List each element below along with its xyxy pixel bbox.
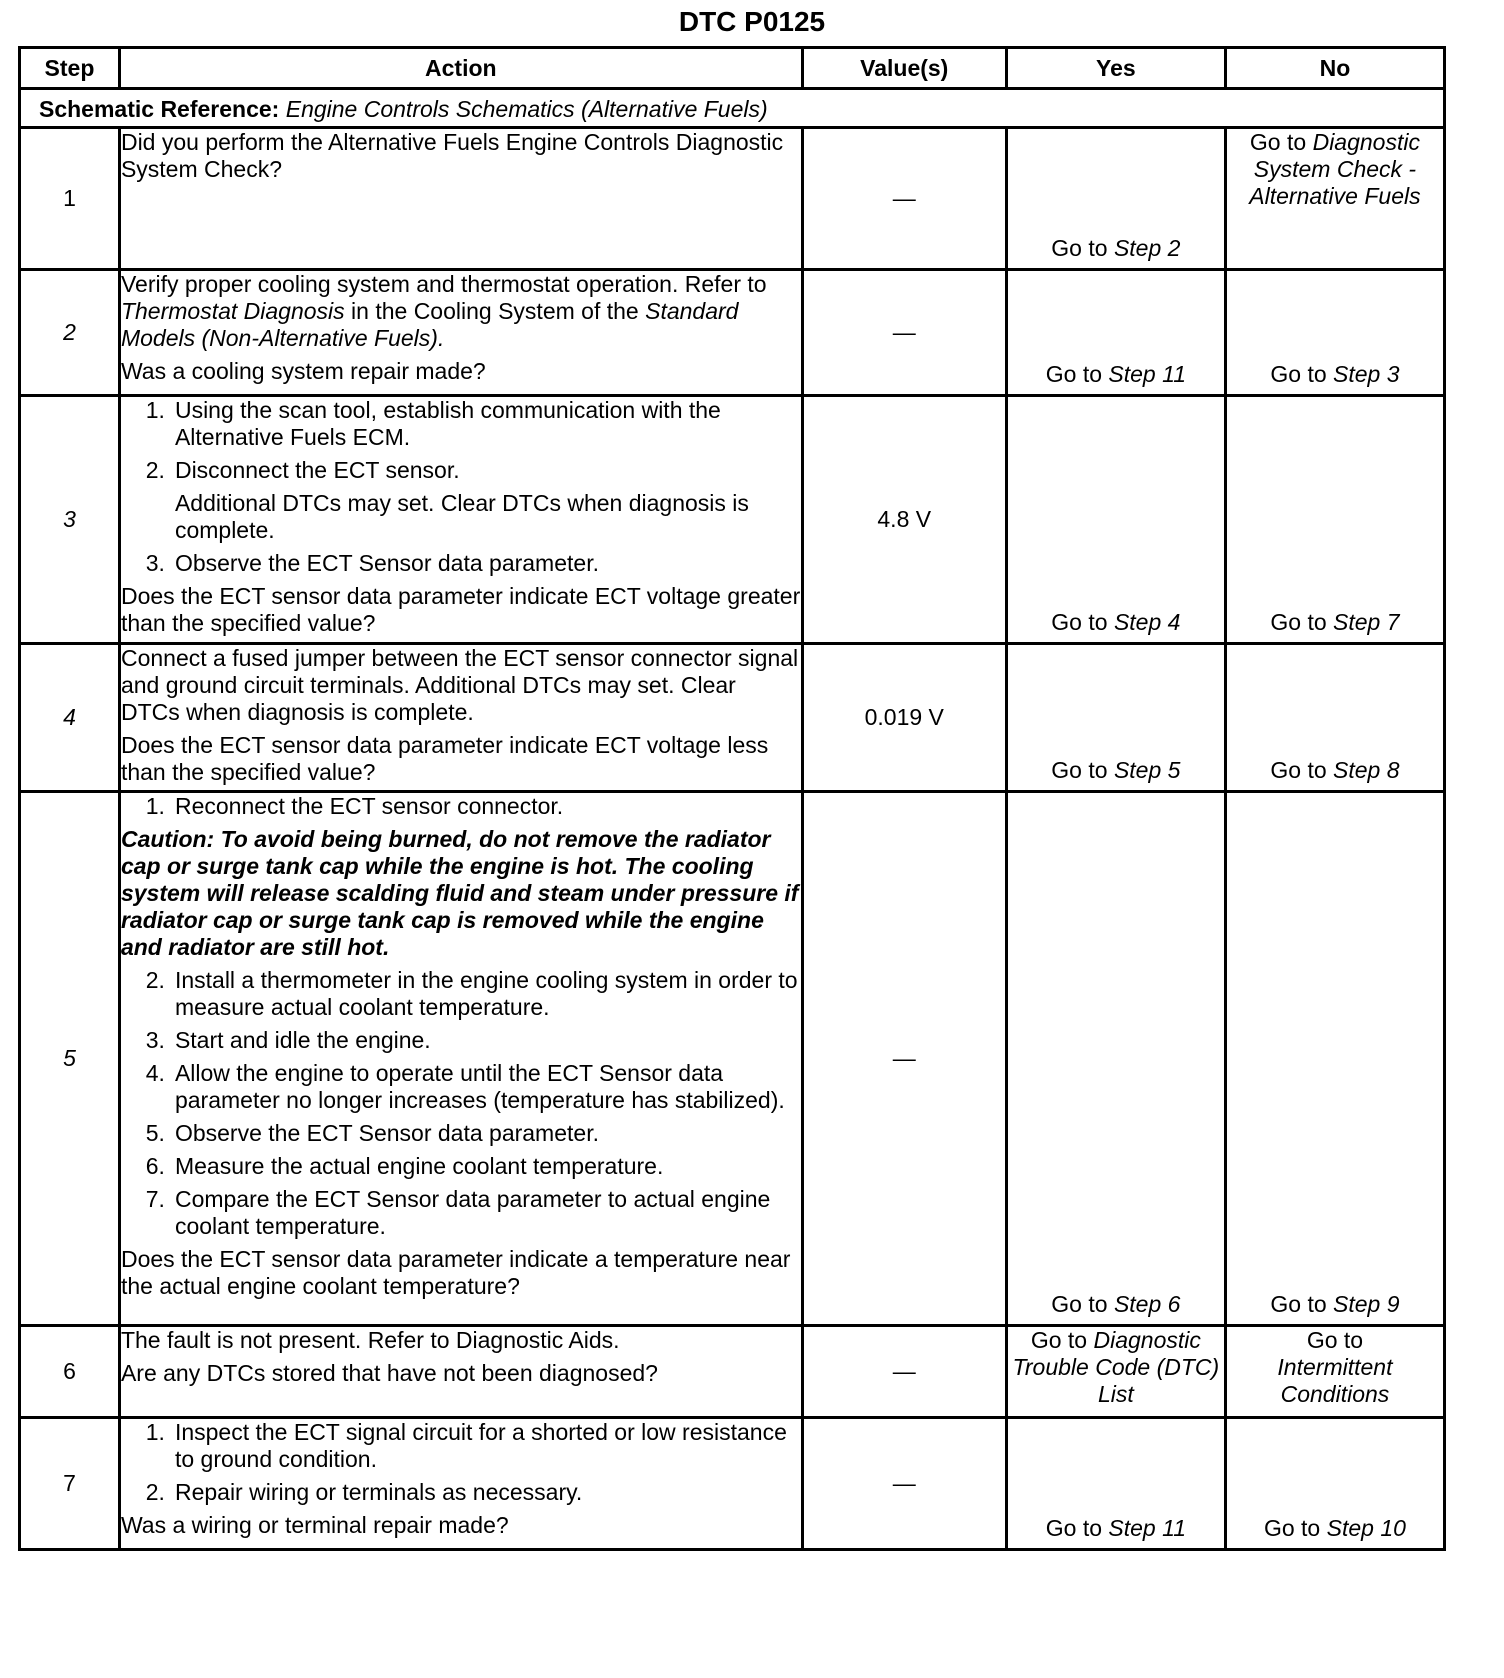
go-to-label: Go to <box>1045 1515 1103 1541</box>
list-item: 1. Using the scan tool, establish communication with the Alternative Fuels ECM. <box>145 397 721 450</box>
go-to-label: Go to <box>1051 1291 1108 1317</box>
value-cell: — <box>802 1418 1006 1550</box>
table-row <box>20 128 1445 270</box>
header-no: No <box>1225 48 1444 89</box>
go-to-label: Go to <box>1270 609 1327 635</box>
no-link[interactable]: Step 10 <box>1326 1515 1406 1541</box>
schematic-label: Schematic Reference: <box>39 96 280 122</box>
go-to-label: Go to <box>1306 1327 1364 1353</box>
no-link[interactable]: Step 7 <box>1333 609 1400 635</box>
list-item: 2. Disconnect the ECT sensor. <box>145 457 460 483</box>
yes-link[interactable]: Step 6 <box>1113 1291 1181 1317</box>
header-row <box>20 48 1445 89</box>
question-text: Was a cooling system repair made? <box>120 358 486 384</box>
no-cell[interactable] <box>1225 1326 1444 1418</box>
action-text-part: Verify proper cooling system and thermostat operation. Refer to <box>120 271 767 297</box>
list-item: 1. Reconnect the ECT sensor connector. <box>145 793 564 819</box>
go-to-label: Go to <box>1045 361 1103 387</box>
no-cell[interactable] <box>1225 128 1444 270</box>
question-text: Does the ECT sensor data parameter indicate ECT voltage less than the specified value? <box>120 732 769 785</box>
action-cell <box>119 396 802 644</box>
caution-text: Caution: To avoid being burned, do not remove the radiator cap or surge tank cap while the engine is hot. The cooling system will release scalding fluid and steam under pressure if radiator cap or surge tank cap is removed while the engine and radiator are still hot. <box>120 826 799 960</box>
action-cell <box>119 792 802 1326</box>
no-cell[interactable] <box>1225 270 1444 396</box>
action-text: Did you perform the Alternative Fuels Engine Controls Diagnostic System Check? <box>120 129 784 182</box>
go-to-label: Go to <box>1263 1515 1321 1541</box>
go-to-label: Go to <box>1030 1327 1088 1353</box>
list-item: 4. Allow the engine to operate until the ECT Sensor data parameter no longer increases (temperature has stabilized). <box>145 1060 785 1113</box>
table-row <box>20 396 1445 644</box>
action-list <box>121 967 801 1240</box>
list-item: 3. Observe the ECT Sensor data parameter. <box>145 550 599 576</box>
go-to-label: Go to <box>1270 757 1327 783</box>
yes-cell[interactable] <box>1006 644 1225 792</box>
action-cell <box>119 128 802 270</box>
yes-cell[interactable] <box>1006 1326 1225 1418</box>
table-row <box>20 1326 1445 1418</box>
list-item: 2. Install a thermometer in the engine cooling system in order to measure actual coolant temperature. <box>145 967 798 1020</box>
step-number: 2 <box>20 270 120 396</box>
no-link[interactable]: Diagnostic System Check - Alternative Fuels <box>1249 129 1421 209</box>
table-row <box>20 1418 1445 1550</box>
no-cell[interactable] <box>1225 644 1444 792</box>
note-text: Additional DTCs may set. Clear DTCs when diagnosis is complete. <box>174 490 749 543</box>
value-cell: — <box>802 1326 1006 1418</box>
step-number: 5 <box>20 792 120 1326</box>
go-to-label: Go to <box>1270 1291 1327 1317</box>
action-text: The fault is not present. Refer to Diagnostic Aids. <box>120 1327 620 1353</box>
action-cell <box>119 1326 802 1418</box>
go-to-label: Go to <box>1051 609 1108 635</box>
yes-link[interactable]: Step 11 <box>1108 361 1186 387</box>
question-text: Does the ECT sensor data parameter indicate ECT voltage greater than the specified value? <box>120 583 801 636</box>
value-cell: — <box>802 270 1006 396</box>
yes-cell[interactable] <box>1006 396 1225 644</box>
yes-link[interactable]: Step 4 <box>1113 609 1181 635</box>
header-action: Action <box>119 48 802 89</box>
step-number: 3 <box>20 396 120 644</box>
list-item: 6. Measure the actual engine coolant temperature. <box>145 1153 664 1179</box>
list-item: 2. Repair wiring or terminals as necessary. <box>145 1479 583 1505</box>
value-cell: 4.8 V <box>802 396 1006 644</box>
schematic-link[interactable]: Engine Controls Schematics (Alternative Fuels) <box>285 96 768 122</box>
go-to-label: Go to <box>1051 235 1108 261</box>
no-link[interactable]: Step 9 <box>1333 1291 1400 1317</box>
step-number: 7 <box>20 1418 120 1550</box>
go-to-label: Go to <box>1249 129 1307 155</box>
yes-cell[interactable] <box>1006 792 1225 1326</box>
no-link[interactable]: Intermittent Conditions <box>1277 1354 1393 1407</box>
action-cell <box>119 270 802 396</box>
step-number: 6 <box>20 1326 120 1418</box>
yes-cell[interactable] <box>1006 1418 1225 1550</box>
action-text: Connect a fused jumper between the ECT sensor connector signal and ground circuit terminals. Additional DTCs may set. Clear DTCs when diagnosis is complete. <box>120 645 799 725</box>
list-item: 3. Start and idle the engine. <box>145 1027 431 1053</box>
yes-cell[interactable] <box>1006 128 1225 270</box>
yes-link[interactable]: Diagnostic Trouble Code (DTC) List <box>1012 1327 1220 1407</box>
table-row <box>20 792 1445 1326</box>
value-cell: — <box>802 128 1006 270</box>
no-cell[interactable] <box>1225 792 1444 1326</box>
question-text: Does the ECT sensor data parameter indicate a temperature near the actual engine coolant temperature? <box>120 1246 791 1299</box>
yes-link[interactable]: Step 11 <box>1108 1515 1186 1541</box>
page-title: DTC P0125 <box>678 6 826 37</box>
header-step: Step <box>20 48 120 89</box>
no-cell[interactable] <box>1225 396 1444 644</box>
standard-models-link[interactable]: Standard Models (Non-Alternative Fuels). <box>120 298 739 351</box>
list-item: 1. Inspect the ECT signal circuit for a shorted or low resistance to ground condition. <box>145 1419 787 1472</box>
list-item: 5. Observe the ECT Sensor data parameter. <box>145 1120 599 1146</box>
table-row <box>20 644 1445 792</box>
action-cell <box>119 1418 802 1550</box>
no-link[interactable]: Step 3 <box>1333 361 1400 387</box>
value-cell: 0.019 V <box>802 644 1006 792</box>
go-to-label: Go to <box>1051 757 1108 783</box>
list-item: 7. Compare the ECT Sensor data parameter to actual engine coolant temperature. <box>145 1186 771 1239</box>
schematic-row <box>20 89 1445 128</box>
go-to-label: Go to <box>1270 361 1327 387</box>
thermostat-diagnosis-link[interactable]: Thermostat Diagnosis <box>120 298 345 324</box>
yes-link[interactable]: Step 2 <box>1113 235 1181 261</box>
action-list <box>121 550 801 577</box>
step-number: 4 <box>20 644 120 792</box>
header-yes: Yes <box>1006 48 1225 89</box>
question-text: Are any DTCs stored that have not been diagnosed? <box>120 1360 658 1386</box>
header-values: Value(s) <box>802 48 1006 89</box>
no-link[interactable]: Step 8 <box>1333 757 1400 783</box>
action-list <box>121 793 801 820</box>
no-cell[interactable] <box>1225 1418 1444 1550</box>
action-text <box>121 271 801 352</box>
yes-cell[interactable] <box>1006 270 1225 396</box>
diagnostic-table <box>18 46 1446 1551</box>
action-list <box>121 397 801 484</box>
step-number: 1 <box>20 128 120 270</box>
value-cell: — <box>802 792 1006 1326</box>
action-list <box>121 1419 801 1506</box>
table-row <box>20 270 1445 396</box>
schematic-reference <box>20 89 1445 128</box>
action-text-part: in the Cooling System of the <box>351 298 639 324</box>
yes-link[interactable]: Step 5 <box>1113 757 1181 783</box>
question-text: Was a wiring or terminal repair made? <box>120 1512 509 1538</box>
action-cell <box>119 644 802 792</box>
